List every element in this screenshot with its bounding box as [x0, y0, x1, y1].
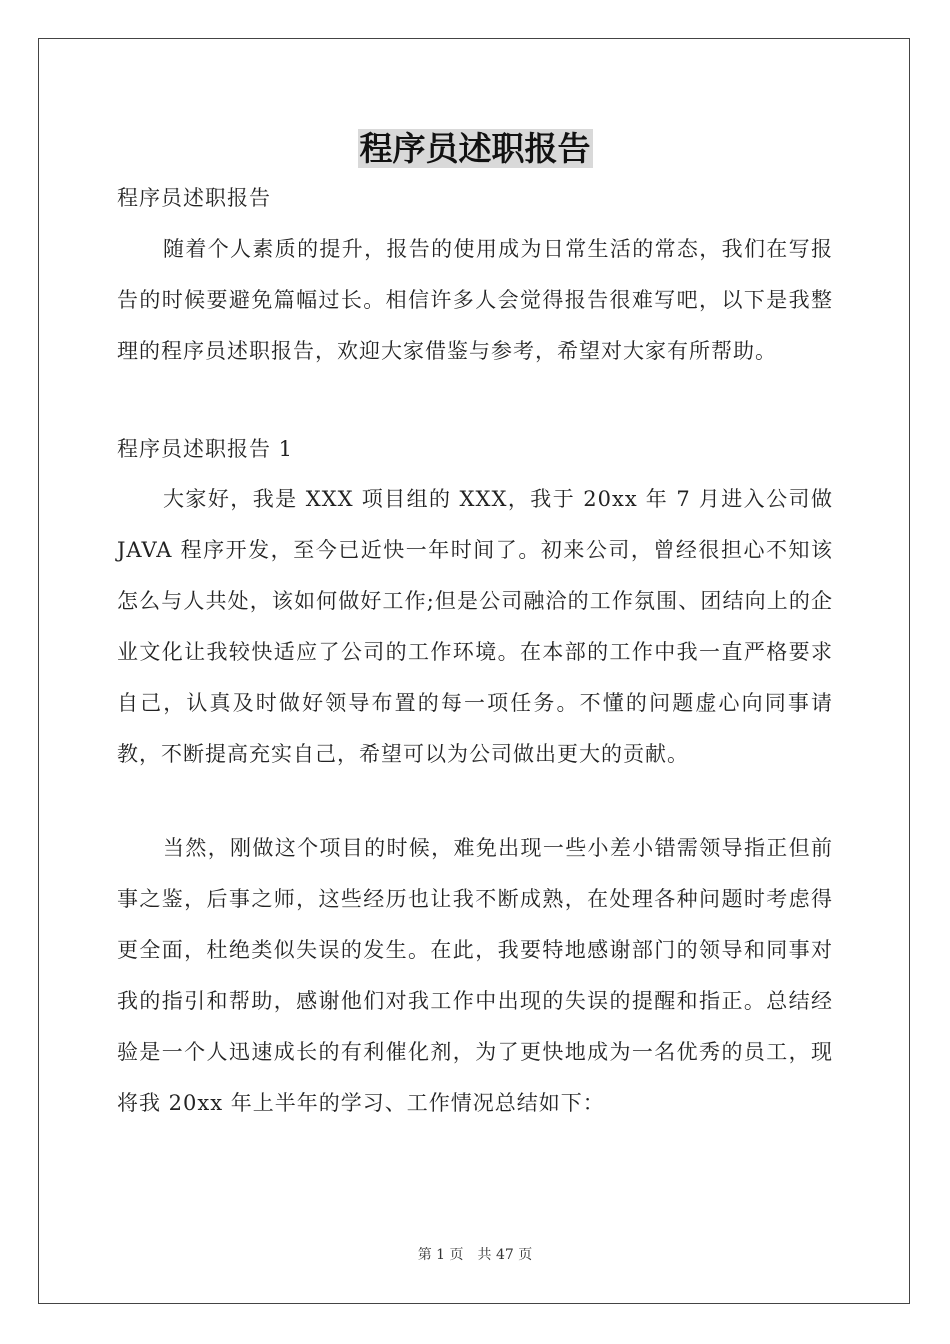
page-total: 共 47 页 [477, 1247, 533, 1263]
page-footer [0, 1245, 950, 1265]
page-number: 第 1 页 [417, 1247, 464, 1263]
section-heading: 程序员述职报告 1 [117, 437, 294, 461]
document-subtitle: 程序员述职报告 [117, 186, 271, 210]
body-paragraph: 大家好，我是 XXX 项目组的 XXX，我于 20xx 年 7 月进入公司做 JAVA 程序开发，至今已近快一年时间了。初来公司，曾经很担心不知该怎么与人共处，该如何做好工作;但是公司融洽的工作氛围、团结向上的企业文化让我较快适应了公司的工作环境。在本部的工作中我一直严格要求自己，认真及时做好领导布置的每一项任务。不懂的问题虚心向同事请教，不断提高充实自己，希望可以为公司做出更大的贡献。 [117, 487, 833, 766]
intro-paragraph: 随着个人素质的提升，报告的使用成为日常生活的常态，我们在写报告的时候要避免篇幅过长。相信许多人会觉得报告很难写吧，以下是我整理的程序员述职报告，欢迎大家借鉴与参考，希望对大家有所帮助。 [117, 237, 833, 363]
body-paragraph: 当然，刚做这个项目的时候，难免出现一些小差小错需领导指正但前事之鉴，后事之师，这些经历也让我不断成熟，在处理各种问题时考虑得更全面，杜绝类似失误的发生。在此，我要特地感谢部门的领导和同事对我的指引和帮助，感谢他们对我工作中出现的失误的提醒和指正。总结经验是一个人迅速成长的有利催化剂，为了更快地成为一名优秀的员工，现将我 20xx 年上半年的学习、工作情况总结如下： [117, 836, 833, 1115]
document-title-text: 程序员述职报告 [359, 129, 591, 168]
document-title [117, 126, 833, 172]
